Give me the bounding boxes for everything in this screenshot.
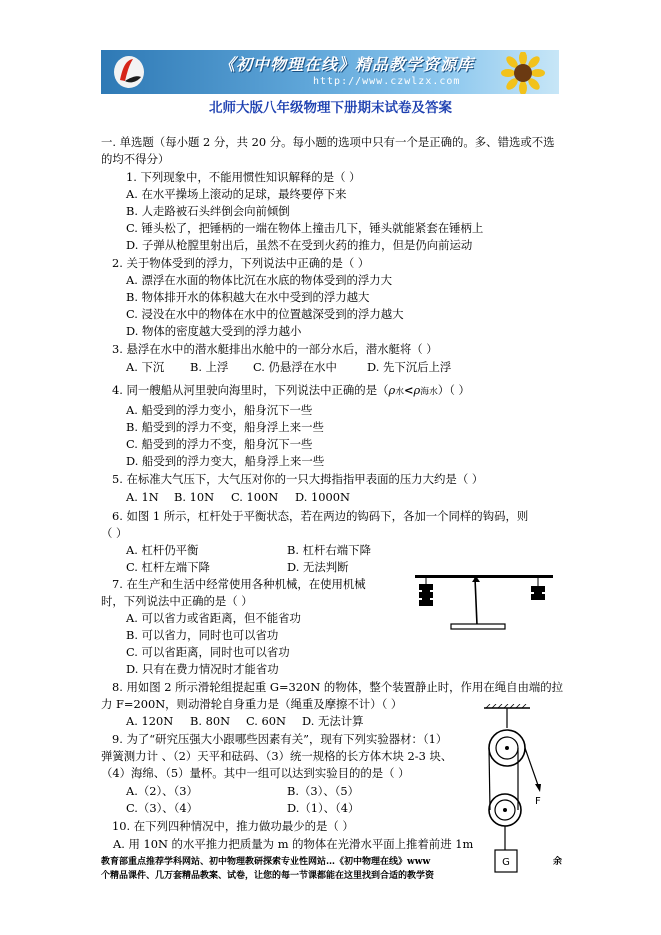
figure2-pulley bbox=[478, 704, 548, 876]
q4-option-d: D. 船受到的浮力变大，船身浮上来一些 bbox=[126, 454, 325, 468]
rope-free-end bbox=[525, 748, 539, 788]
q3-option-c: C. 仍悬浮在水中 bbox=[253, 360, 337, 374]
weight-label-g: G bbox=[502, 857, 510, 868]
right-weight-neck-1 bbox=[534, 592, 542, 594]
right-weight-2 bbox=[531, 594, 545, 600]
rho-seawater-subscript: 海水 bbox=[420, 387, 438, 397]
q10-option-a: A. 用 10N 的水平推力把质量为 m 的物体在光滑水平面上推着前进 1m bbox=[113, 837, 474, 851]
q1-option-c: C. 锤头松了，把锤柄的一端在物体上撞击几下，锤头就能紧套在锤柄上 bbox=[126, 221, 484, 235]
figure1-lever bbox=[405, 568, 565, 634]
footer-line2: 个精品课件、几万套精品教案、试卷，让您的每一节课都能在这里找到合适的教学资 bbox=[101, 871, 435, 881]
force-arrow-icon bbox=[535, 784, 541, 792]
q5-option-d: D. 1000N bbox=[295, 490, 350, 504]
q7-option-b: B. 可以省力，同时也可以省功 bbox=[126, 628, 279, 642]
q2-stem: 2. 关于物体受到的浮力，下列说法中正确的是（ ） bbox=[112, 256, 370, 270]
q6-option-a: A. 杠杆仍平衡 bbox=[126, 543, 199, 557]
q8-stem-line1: 8. 用如图 2 所示滑轮组提起重 G=320N 的物体，整个装置静止时，作用在绳自由端的拉 bbox=[112, 680, 564, 694]
right-weight-1 bbox=[531, 586, 545, 592]
q6-option-c: C. 杠杆左端下降 bbox=[126, 560, 210, 574]
moving-pulley-axle bbox=[503, 808, 507, 812]
q9-stem-line1: 9. 为了“研究压强大小跟哪些因素有关”，现有下列实验器材：（1） bbox=[112, 732, 448, 746]
section-intro-line2: 的均不得分） bbox=[101, 152, 170, 166]
q6-option-b: B. 杠杆右端下降 bbox=[287, 543, 371, 557]
q10-stem: 10. 在下列四种情况中，推力做功最少的是（ ） bbox=[112, 819, 354, 833]
lever-bar bbox=[415, 575, 553, 578]
q2-option-a: A. 漂浮在水面的物体比沉在水底的物体受到的浮力大 bbox=[126, 273, 393, 287]
q5-stem: 5. 在标准大气压下，大气压对你的一只大拇指指甲表面的压力大约是（ ） bbox=[112, 472, 484, 486]
q8-stem-line2: 力 F=200N，则动滑轮自身重力是（绳重及摩擦不计）（ ） bbox=[101, 697, 403, 711]
q2-option-b: B. 物体排开水的体积越大在水中受到的浮力越大 bbox=[126, 290, 370, 304]
q1-stem: 1. 下列现象中，不能用惯性知识解释的是（ ） bbox=[126, 170, 361, 184]
q8-option-a: A. 120N bbox=[126, 714, 174, 728]
q4-option-c: C. 船受到的浮力不变，船身沉下一些 bbox=[126, 437, 313, 451]
q7-option-a: A. 可以省力或省距离，但不能省功 bbox=[126, 611, 301, 625]
lever-base bbox=[451, 624, 505, 629]
q3-stem: 3. 悬浮在水中的潜水艇排出水舱中的一部分水后，潜水艇将（ ） bbox=[112, 342, 438, 356]
q7-stem-line2: 时，下列说法中正确的是（ ） bbox=[101, 594, 253, 608]
section-intro-line1: 一. 单选题（每小题 2 分，共 20 分。每小题的选项中只有一个是正确的。多、错选或不选 bbox=[101, 135, 555, 149]
left-weight-neck-1 bbox=[422, 590, 430, 592]
q9-stem-line3: （4）海绵、（5）量杯。其中一组可以达到实验目的的是（ ） bbox=[101, 766, 410, 780]
q1-option-a: A. 在水平操场上滚动的足球，最终要停下来 bbox=[126, 187, 347, 201]
header-banner bbox=[101, 50, 559, 94]
left-weight-neck-2 bbox=[422, 598, 430, 600]
q9-option-d: D.（1）、（4） bbox=[287, 801, 360, 815]
q5-option-a: A. 1N bbox=[126, 490, 159, 504]
q8-option-d: D. 无法计算 bbox=[302, 714, 364, 728]
page-title: 北师大版八年级物理下册期末试卷及答案 bbox=[209, 100, 452, 116]
q4-option-b: B. 船受到的浮力不变，船身浮上来一些 bbox=[126, 420, 324, 434]
q3-option-a: A. 下沉 bbox=[126, 360, 165, 374]
q5-option-c: C. 100N bbox=[231, 490, 279, 504]
q9-option-a: A.（2）、（3） bbox=[126, 784, 198, 798]
q6-stem-line2: （ ） bbox=[101, 526, 128, 540]
q5-option-b: B. 10N bbox=[174, 490, 215, 504]
rope-left bbox=[489, 748, 490, 810]
rho-water-symbol: ρ bbox=[388, 383, 396, 397]
q2-option-c: C. 浸没在水中的物体在水中的位置越深受到的浮力越大 bbox=[126, 307, 404, 321]
fixed-pulley-axle bbox=[505, 746, 509, 750]
force-label-f: F bbox=[535, 796, 541, 807]
banner-title: 《初中物理在线》精品教学资源库 bbox=[219, 55, 475, 74]
left-weight-1 bbox=[419, 584, 433, 590]
q7-option-d: D. 只有在费力情况时才能省功 bbox=[126, 662, 279, 676]
q9-option-c: C.（3）、（4） bbox=[126, 801, 198, 815]
site-logo-icon bbox=[113, 55, 145, 89]
less-than-sign: < bbox=[404, 383, 414, 397]
q6-stem-line1: 6. 如图 1 所示，杠杆处于平衡状态，若在两边的钩码下，各加一个同样的钩码，则 bbox=[112, 509, 529, 523]
banner-url: http://www.czwlzx.com bbox=[313, 76, 461, 87]
q3-option-b: B. 上浮 bbox=[190, 360, 229, 374]
q1-option-b: B. 人走路被石头绊倒会向前倾倒 bbox=[126, 204, 290, 218]
rho-seawater-symbol: ρ bbox=[413, 383, 421, 397]
q4-stem-end: ）（ ） bbox=[437, 383, 470, 397]
left-weight-3 bbox=[419, 600, 433, 606]
q4-stem bbox=[112, 383, 470, 400]
q6-option-d: D. 无法判断 bbox=[287, 560, 349, 574]
footer-line1-right: 余 bbox=[553, 857, 563, 867]
q7-option-c: C. 可以省距离，同时也可以省功 bbox=[126, 645, 290, 659]
q4-option-a: A. 船受到的浮力变小，船身沉下一些 bbox=[126, 403, 313, 417]
q3-option-d: D. 先下沉后上浮 bbox=[367, 360, 452, 374]
q2-option-d: D. 物体的密度越大受到的浮力越小 bbox=[126, 324, 302, 338]
q9-option-b: B.（3）、（5） bbox=[287, 784, 360, 798]
q8-option-b: B. 80N bbox=[190, 714, 231, 728]
q8-option-c: C. 60N bbox=[246, 714, 287, 728]
q4-stem-text: 4. 同一艘船从河里驶向海里时，下列说法中正确的是（ bbox=[112, 383, 389, 397]
q1-option-d: D. 子弹从枪膛里射出后，虽然不在受到火药的推力，但是仍向前运动 bbox=[126, 238, 473, 252]
footer-line1: 教育部重点推荐学科网站、初中物理教研探索专业性网站…《初中物理在线》www bbox=[101, 857, 431, 867]
q9-stem-line2: 弹簧测力计 、（2）天平和砝码、（3）统一规格的长方体木块 2-3 块、 bbox=[101, 749, 453, 763]
left-weight-2 bbox=[419, 592, 433, 598]
rho-water-subscript: 水 bbox=[395, 387, 404, 397]
q7-stem-line1: 7. 在生产和生活中经常使用各种机械，在使用机械 bbox=[112, 577, 366, 591]
lever-stand bbox=[475, 578, 477, 625]
sunflower-icon bbox=[493, 52, 553, 94]
